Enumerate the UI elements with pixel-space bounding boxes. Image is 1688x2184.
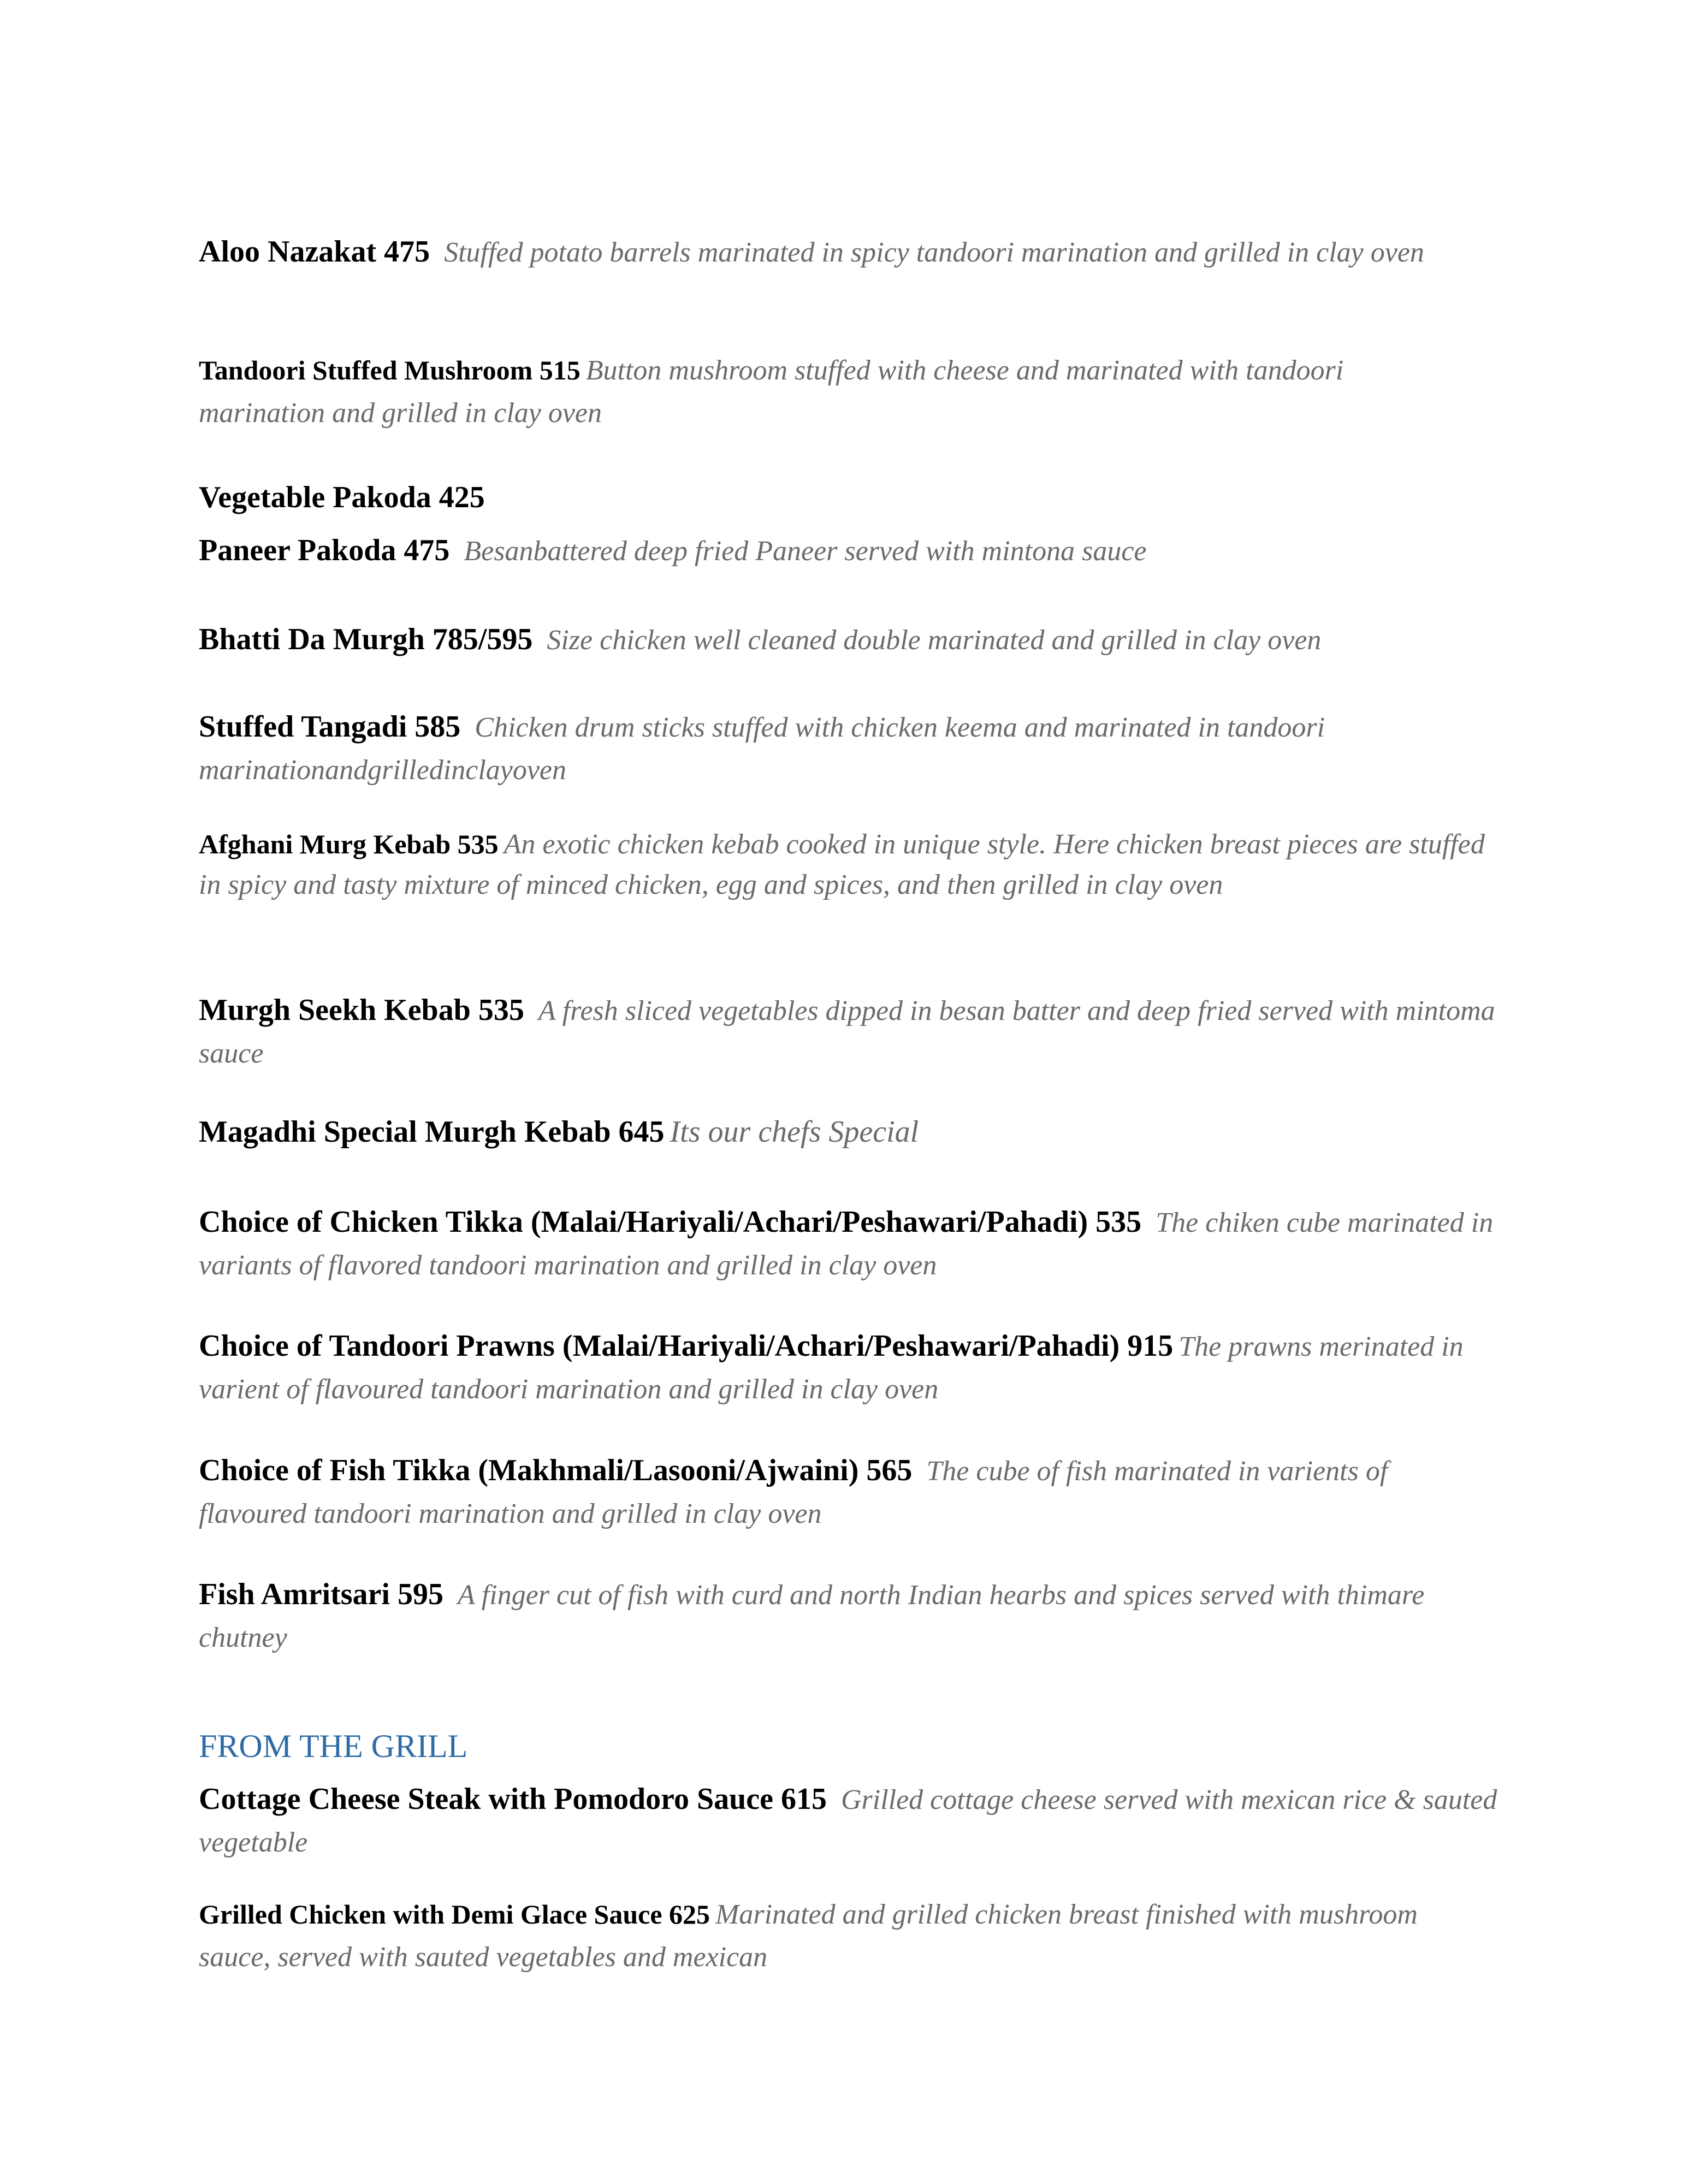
dish-name: Murgh Seekh Kebab 535 <box>199 993 524 1027</box>
dish-name: Choice of Tandoori Prawns (Malai/Hariyali/Achari/Peshawari/Pahadi) 915 <box>199 1329 1174 1363</box>
menu-item <box>199 479 1499 523</box>
section-heading: FROM THE GRILL <box>199 1728 468 1764</box>
menu-item <box>199 709 1499 795</box>
menu-item <box>199 1896 1433 1982</box>
menu-item <box>199 827 1499 909</box>
dish-description: Button mushroom stuffed with cheese and marinated with tandoori marination and grilled in clay oven <box>199 355 1344 429</box>
dish-description: Stuffed potato barrels marinated in spicy tandoori marination and grilled in clay oven <box>444 237 1424 268</box>
menu-item <box>199 1328 1499 1414</box>
dish-description: Its our chefs Special <box>670 1115 919 1149</box>
menu-item <box>199 992 1499 1078</box>
dish-description: Chicken drum sticks stuffed with chicken keema and marinated in tandoori marinationandgrilledinclayoven <box>199 712 1325 786</box>
menu-item <box>199 234 1499 277</box>
dish-name: Fish Amritsari 595 <box>199 1577 443 1611</box>
menu-item <box>199 532 1499 576</box>
dish-name: Afghani Murg Kebab 535 <box>199 829 499 859</box>
dish-name: Magadhi Special Murgh Kebab 645 <box>199 1115 665 1149</box>
dish-description: The chiken cube marinated in variants of flavored tandoori marination and grilled in clay oven <box>199 1207 1494 1281</box>
dish-name: Cottage Cheese Steak with Pomodoro Sauce 615 <box>199 1782 827 1816</box>
menu-item <box>199 352 1362 438</box>
menu-item <box>199 1204 1499 1290</box>
menu-item <box>199 621 1499 665</box>
dish-description: Grilled cottage cheese served with mexican rice & sauted vegetable <box>199 1784 1497 1858</box>
dish-name: Aloo Nazakat 475 <box>199 235 430 269</box>
dish-description: An exotic chicken kebab cooked in unique style. Here chicken breast pieces are stuffed in spicy and tasty mixture of minced chicken, egg and spices, and then grilled in clay oven <box>199 829 1485 900</box>
dish-name: Choice of Chicken Tikka (Malai/Hariyali/Achari/Peshawari/Pahadi) 535 <box>199 1205 1142 1239</box>
dish-name: Tandoori Stuffed Mushroom 515 <box>199 355 581 385</box>
dish-name: Grilled Chicken with Demi Glace Sauce 625 <box>199 1899 710 1930</box>
dish-description: The prawns merinated in varient of flavoured tandoori marination and grilled in clay oven <box>199 1331 1464 1405</box>
dish-name: Bhatti Da Murgh 785/595 <box>199 622 533 656</box>
dish-description: Marinated and grilled chicken breast finished with mushroom sauce, served with sauted vegetables and mexican <box>199 1899 1418 1973</box>
menu-item <box>199 1576 1499 1663</box>
menu-item <box>199 1452 1499 1539</box>
dish-name: Paneer Pakoda 475 <box>199 533 450 567</box>
dish-description: A fresh sliced vegetables dipped in besan batter and deep fried served with mintoma sauce <box>199 995 1495 1069</box>
dish-name: Stuffed Tangadi 585 <box>199 710 461 744</box>
dish-name: Choice of Fish Tikka (Makhmali/Lasooni/Ajwaini) 565 <box>199 1453 913 1487</box>
dish-description: A finger cut of fish with curd and north Indian hearbs and spices served with thimare chutney <box>199 1580 1425 1653</box>
dish-description: Size chicken well cleaned double marinated and grilled in clay oven <box>547 625 1322 656</box>
dish-name: Vegetable Pakoda 425 <box>199 480 485 514</box>
menu-item <box>199 1114 1499 1158</box>
dish-description: The cube of fish marinated in varients of flavoured tandoori marination and grilled in clay oven <box>199 1456 1388 1529</box>
menu-item <box>199 1781 1499 1867</box>
dish-description: Besanbattered deep fried Paneer served with mintona sauce <box>464 536 1147 567</box>
